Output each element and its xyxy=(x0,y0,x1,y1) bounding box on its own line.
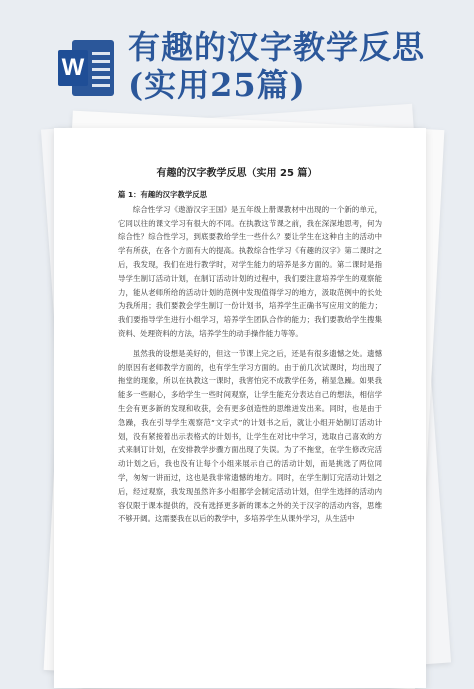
word-icon-line xyxy=(92,84,110,87)
paragraph: 综合性学习《遨游汉字王国》是五年级上册课教材中出现的一个新的单元，它同以往的课文学习有很大的不同。在执教这节课之前，我在深深地思考，何为综合性？综合性学习，到底要教给学生一些什么？要让学生在这种自主的活动中学有所获，在各个方面有大的提高。执教综合性学习《有趣的汉字》第二课时之后，我发现，我们在进行教学时，对学生能力的培养是多方面的。第二课时是指导学生制订活动计划，在制订活动计划的过程中，我们要注意培养学生的观察能力，能从老师所给的活动计划的范例中发现值得学习的地方，汲取范例中的长处为我所用；我们要教会学生制订一份计划书，培养学生正确书写应用文的能力；我们要指导学生进行小组学习，培养学生团队合作的能力；我们要教给学生搜集资料、处理资料的方法，培养学生的动手操作能力等等。 xyxy=(118,204,382,338)
word-icon-line xyxy=(92,76,110,79)
word-icon-line xyxy=(92,68,110,71)
word-icon-line xyxy=(92,52,110,55)
word-icon-line xyxy=(92,60,110,63)
document-title: 有趣的汉字教学反思（实用 25 篇） xyxy=(156,168,318,179)
word-icon xyxy=(58,40,114,96)
paragraph: 虽然我的设想是美好的，但这一节课上完之后，还是有很多遗憾之处。遗憾的原因有老师教学方面的，也有学生学习方面的。由于前几次试课时，均出现了拖堂的现象，所以在执教这一课时，我害怕完不成教学任务，稍显急躁。如果我能多一些耐心，多给学生一些时间观察，让学生能充分表达自己的想法，相信学生会有更多新的发现和收获，会有更多创造性的思维迸发出来。同时，也是由于急躁，我在引导学生观察范“文字式”的计划书之后，就让小组开始制订活动计划，没有紧接着出示表格式的计划书，让学生在对比中学习，选取自己喜欢的方式来制订计划，在安排教学步骤方面出现了失误。为了不拖堂，在学生修改完活动计划之后，我也没有让每个小组来展示自己的活动计划，而是挑选了两位同学，匆匆一讲而过，这也是我非常遗憾的地方。同时，在学生制订完活动计划之后，经过观察，我发现虽然许多小组都学会制定活动计划，但学生选择的活动内容仅限于课本提供的，没有选择更多新的课本之外的关于汉字的活动内容，思维不够开阔。这需要我在以后的教学中，多培养学生从课外学习，从生活中 xyxy=(118,348,382,524)
section-heading: 篇 1：有趣的汉字教学反思 xyxy=(118,190,208,199)
word-letter: W xyxy=(58,50,88,86)
document-body xyxy=(118,188,382,532)
page-title: 有趣的汉字教学反思(实用25篇) xyxy=(128,28,426,104)
